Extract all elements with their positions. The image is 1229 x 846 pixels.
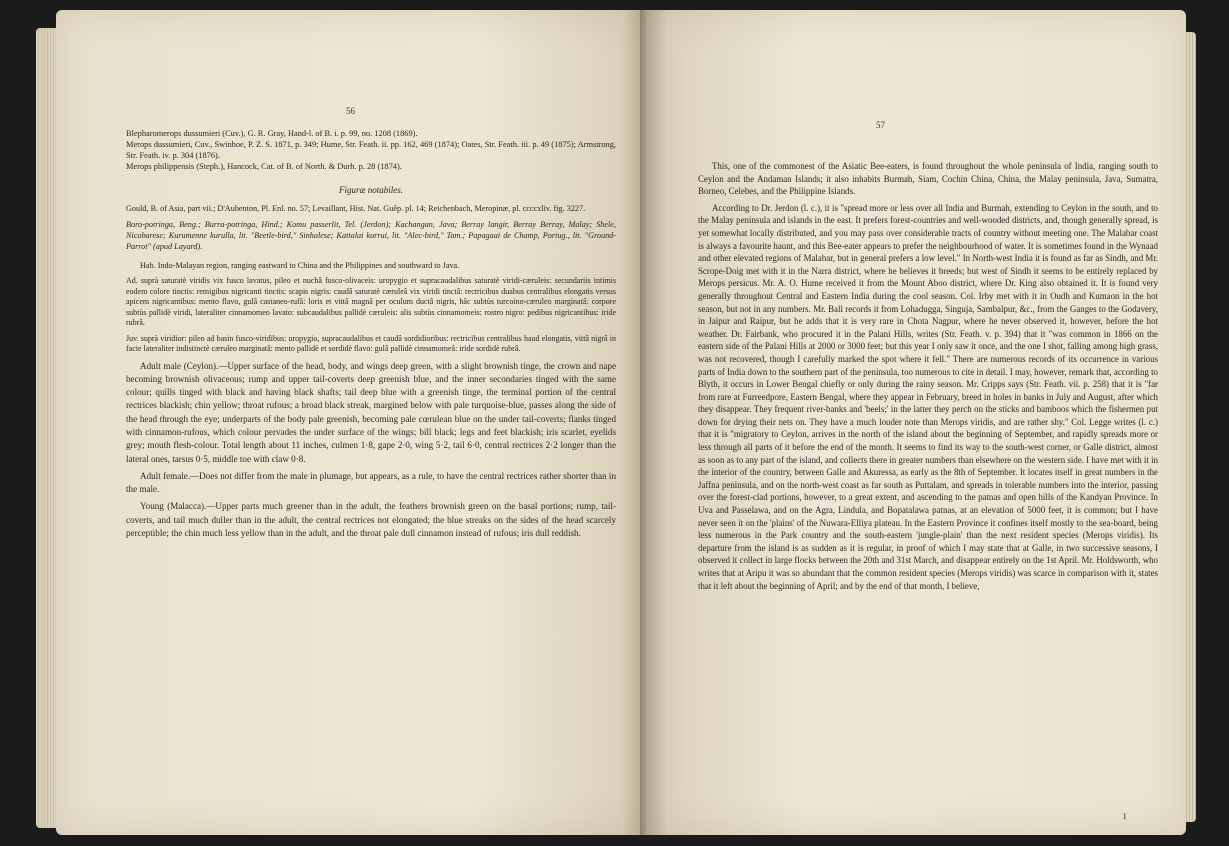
right-page-content [698,160,1158,596]
page-number-right: 57 [876,120,885,130]
page-number-left: 56 [346,106,355,116]
paragraph-2: According to Dr. Jerdon (l. c.), it is "spread more or less over all India and Burmah, extending to Ceylon in the south, and to the Malay peninsula and islands in the east. It prefers forest-countries and well-wooded districts, and, though generally spread, is yet somewhat locally distributed, and you may pass over considerable tracts of country without meeting one. The Malabar coast is always a favourite haunt, and this Bee-eater appears to prefer the neighbourhood of water. It is sometimes found in the Wynaad and other elevated regions of Malabar, but in general prefers a low level." In North-west India it is found as far as Sindh, and Mr. Scrope-Doig met with it in the Narra district, where he believes it breeds; but west of Sindh it seems to be entirely replaced by Merops persicus. Mr. A. O. Hume received it from the Mount Aboo district, where Dr. King also obtained it. It is found very generally throughout Central and Eastern India during the cool season. Col. Irby met with it in Oudh and Kumaon in the hot season, but not in any numbers. Mr. Ball records it from Lohadugga, Singuja, Sambalpur, &c., from the Ganges to the Godavery, in Jaipur and Raipur, but he adds that it is very rare in Chota Nagpur, where he never observed it, however, before the hot weather. Dr. Fairbank, who procured it in the Palani Hills, writes (Str. Feath. v. p. 394) that it "was common in 1866 on the eastern side of the Palani Hills at 2000 or 3000 feet; but this year I only saw it once, and the one I shot, falling among high grass, was not recovered, though I carefully marked the spot where it fell." There are numerous records of its occurrence in various parts of India down to the southern part of the peninsula, too numerous to cite in detail. I may, however, remark that, according to Blyth, it occurs in Lower Bengal chiefly or only during the rainy season. Mr. Cripps says (Str. Feath. vii. p. 258) that it is "far from rare at Furreedpore, Eastern Bengal, where they appear in February, breed in holes in banks in July and August, after which they disappear. They frequent river-banks and 'beels;' in the latter they perch on the sticks and bamboos which the fishermen put down for drying their nets on. They have a much louder note than Merops viridis, and are rather shy." Col. Legge writes (l. c.) that it is "migratory to Ceylon, arrives in the north of the island about the beginning of September, and rapidly spreads more or less through all parts of it before the end of the month. It seems to find its way to the south-west corner, or Galle district, almost as soon as to any part of the island, and collects there in greater numbers than elsewhere on the western side. I have met with it in the interior of the country, between Galle and Akuressa, as early as the 8th of September. It locates itself in great numbers in the Jaffna peninsula, and on the north-west coast as far south as Puttalam, and spreads in tolerable numbers into the interior, passing over the forest-clad portions, however, to a great extent, and ascending to the patnas and open hills of the Kandyan Province. In Uva and Passelawa, and on the Agra, Lindula, and Bopatalawa patnas, at an elevation of 5000 feet, it is common; but I have never seen it on the 'plains' of the Nuwara-Elliya plateau. In the Eastern Province it confines itself mostly to the sea-board, being less numerous in the Park country and the south-eastern 'jungle-plain' than the next resident species (Merops viridis). Its departure from the island is as sudden as it is regular, in proof of which I may state that at Galle, in two successive seasons, I observed it collect in large flocks between the 20th and 31st March, and disappear entirely on the 1st April. Mr. Holdsworth, who writes that at Aripu it was so abundant that the common resident species (Merops viridis) was scarce in comparison with it, states that it left about the beginning of April; and by the end of that month, I believe, [698,202,1158,591]
figures-text: Gould, B. of Asia, part vii.; D'Aubenton, Pl. Enl. no. 57; Levaillant, Hist. Nat. Guêp. pl. 14; Reichenbach, Meropinæ, pl. ccccxliv. fig. 3227. [126,204,586,213]
left-page-content [126,128,616,544]
figures-heading: Figuræ notabiles. [338,185,403,195]
adult-female-description: Adult female.—Does not differ from the male in plumage, but appears, as a rule, to have the central rectrices rather shorter than in the male. [126,470,616,495]
open-book [36,10,1196,835]
paragraph-1: This, one of the commonest of the Asiatic Bee-eaters, is found throughout the whole peninsula of India, ranging south to Ceylon and the Andaman Islands; it also inhabits Burmah, Siam, Cochin China, China, the Malay peninsula, Java, Sumatra, Borneo, Celebes, and the Philippine Islands. [698,161,1158,197]
young-description: Young (Malacca).—Upper parts much greener than in the adult, the feathers brownish green on the basal portions; rump, tail-coverts, and tail much duller than in the adult, the central rectrices not elongated; the blue streaks on the sides of the head scarcely perceptible; the chin much less yellow than in the adult, and the throat pale dull cinnamon instead of rufous; iris dull reddish. [126,501,616,539]
right-page [646,10,1186,835]
adult-male-description: Adult male (Ceylon).—Upper surface of the head, body, and wings deep green, with a slight brownish tinge, the crown and nape becoming brownish olivaceous; rump and upper tail-coverts deep greenish blue, and the inner secondaries tinged with the same colour; quills tinged with black and having black shafts; tail deep blue with a greenish tinge, the terminal portion of the central rectrices blackish; chin yellow; throat rufous; a broad black streak, margined below with pale turquoise-blue, passes along the side of the head through the eye; underparts of the body pale greenish, becoming pale cœrulean blue on the under tail-coverts; flanks tinged with cinnamon-rufous, which colour pervades the under surface of the wings; bill black; legs and feet blackish; iris scarlet, eyelids grey; mouth flesh-colour. Total length about 11 inches, culmen 1·8, gape 2·0, wing 5·2, tail 6·0, central rectrices 2·2 longer than the lateral ones, tarsus 0·5, middle toe with claw 0·8. [126,360,616,464]
left-page [56,10,646,835]
latin-juvenile-description: Juv. suprà viridior: pileo ad basin fusco-viridibus: uropygio, supracaudalibus et caudâ sordidioribus: rectricibus centralibus haud elongatis, vittâ nigrâ in facie lateraliter indistinctè cæruleo marginatâ: mento pallidè et sordidè flavo: gulâ pallidè cinnamomeâ: iride sordidè rubrâ. [126,333,616,353]
signature-mark: I [1123,812,1126,821]
synonym-2: Merops dussumieri, Cuv., Swinhoe, P. Z. S. 1871, p. 349; Hume, Str. Feath. ii. pp. 162, 469 (1874); Oates, Str. Feath. iii. p. 49 (1875); Armstrong, Str. Feath. iv. p. 304 (1876). [126,140,616,160]
habitat: Hab. Indo-Malayan region, ranging eastward to China and the Philippines and southward to Java. [140,261,460,270]
vernacular-names: Boro-potringa, Beng.; Burra-potringa, Hind.; Komu passerlit, Tel. (Jerdon); Kachangan, Java; Berray langir, Berray Berray, Malay; Shele, Nicobarese; Kurumenne kurulla, lit. "Beetle-bird," Sinhalese; Kattalai kurrui, lit. "Alec-bird," Tam.; Papagaai de Champ, Portug., lit. "Ground-Parrot" (apud Layard). [126,220,616,251]
synonym-3: Merops philippensis (Steph.), Hancock, Cat. of B. of North. & Durh. p. 28 (1874). [126,162,402,171]
synonym-1: Blepharomerops dussumieri (Cuv.), G. R. Gray, Hand-l. of B. i. p. 99, no. 1208 (1869). [126,129,418,138]
latin-adult-description: Ad. suprà saturatè viridis vix fusco lavatus, pileo et nuchâ fusco-olivaceis: uropygio et supracaudalibus saturatè viridi-cæruleis: secundariis intimis eodem colore tinctis: remigibus nigricanti tinctis: scapis nigris: caudâ saturatè cæruleâ vix viridi tinctâ: rectricibus duabus centralibus elongatis versus apicem nigricantibus: mento flavo, gulâ castaneo-rufâ: loris et vittâ magnâ per oculum ductâ nigris, hâc subtùs turcoino-cæruleo marginatâ: corpore subtùs pallidè viridi, lateraliter cinnamomeo lavato: subcaudalibus pallidè cæruleis: alis subtùs cinnamomeis: rostro nigro: pedibus nigricantibus: iride rubrâ. [126,276,616,327]
